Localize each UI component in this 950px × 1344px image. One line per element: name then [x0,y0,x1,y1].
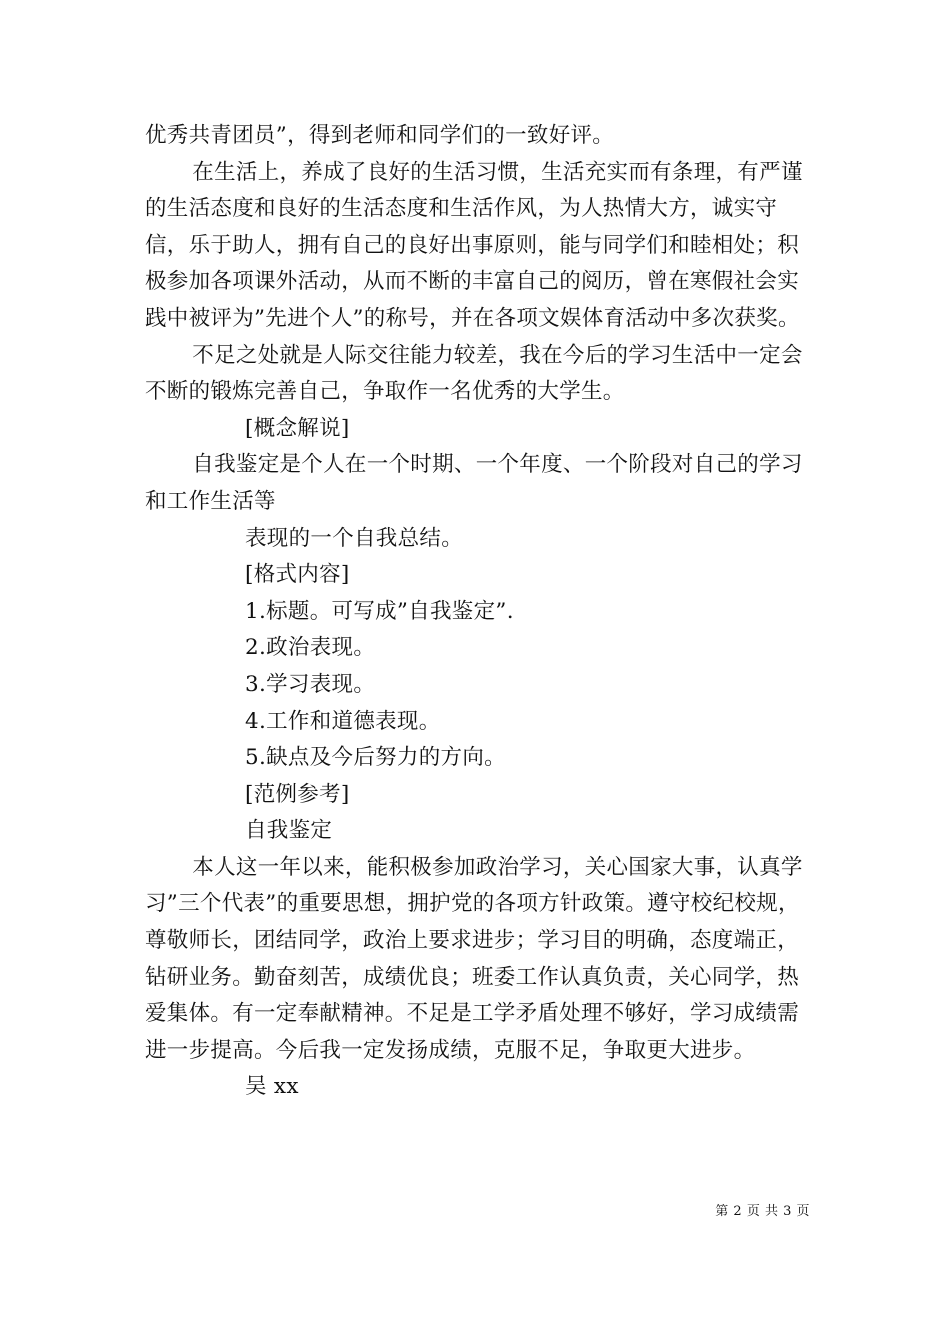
format-item: 5.缺点及今后努力的方向。 [245,745,506,771]
paragraph-concept: 自我鉴定是个人在一个时期、一个年度、一个阶段对自己的学习和工作生活等 [145,452,803,514]
format-item: 1.标题。可写成”自我鉴定”. [245,598,514,624]
example-body: 本人这一年以来，能积极参加政治学习，关心国家大事，认真学习”三个代表”的重要思想，拥护党的各项方针政策。遵守校纪校规，尊敬师长，团结同学，政治上要求进步；学习目的明确，态度端正，钻研业务。勤奋刻苦，成绩优良；班委工作认真负责，关心同学，热爱集体。有一定奉献精神。不足是工学矛盾处理不够好，学习成绩需进一步提高。今后我一定发扬成绩，克服不足，争取更大进步。 [145,854,803,1063]
example-title: 自我鉴定 [245,818,333,844]
format-item: 2.政治表现。 [245,635,376,661]
paragraph-concept-cont: 表现的一个自我总结。 [245,525,464,551]
heading-format: [格式内容] [245,562,350,588]
page-number: 第 2 页 共 3 页 [715,1204,810,1219]
document-body [145,118,809,1106]
format-item: 4.工作和道德表现。 [245,708,441,734]
heading-concept: [概念解说] [245,415,350,441]
heading-example: [范例参考] [245,781,350,807]
paragraph-continuation: 优秀共青团员”，得到老师和同学们的一致好评。 [145,123,615,148]
signature: 吴 xx [245,1074,299,1100]
paragraph-life: 在生活上，养成了良好的生活习惯，生活充实而有条理，有严谨的生活态度和良好的生活态度和生活作风，为人热情大方，诚实守信，乐于助人，拥有自己的良好出事原则，能与同学们和睦相处；积极参加各项课外活动，从而不断的丰富自己的阅历，曾在寒假社会实践中被评为”先进个人”的称号，并在各项文娱体育活动中多次获奖。 [145,159,803,331]
paragraph-shortcomings: 不足之处就是人际交往能力较差，我在今后的学习生活中一定会不断的锻炼完善自己，争取作一名优秀的大学生。 [145,342,803,405]
format-item: 3.学习表现。 [245,671,376,697]
